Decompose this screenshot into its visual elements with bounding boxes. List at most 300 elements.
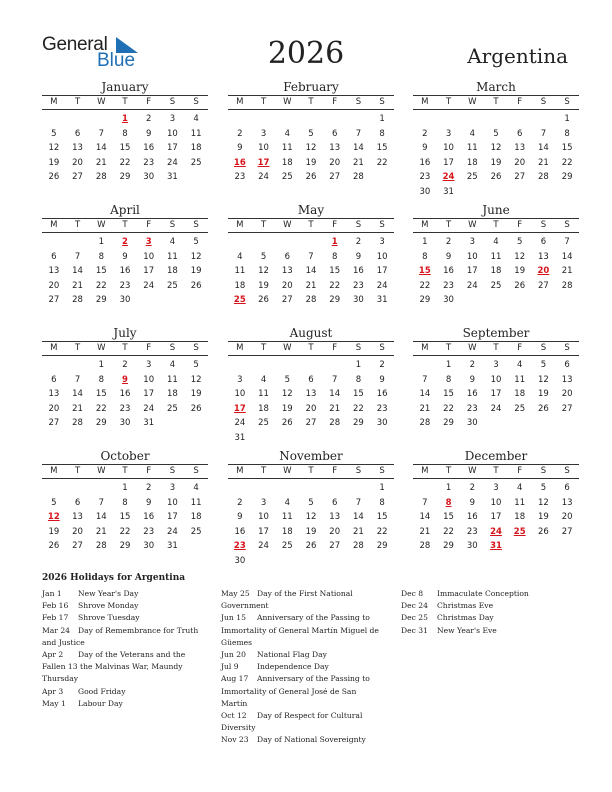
day-cell: 18 xyxy=(258,403,269,414)
day-cell: 11 xyxy=(466,143,478,153)
holiday-date: Dec 8 xyxy=(401,589,424,598)
holiday-entry xyxy=(401,625,571,637)
month-name: September xyxy=(462,326,530,340)
weekday-label: M xyxy=(421,220,429,230)
day-cell: 21 xyxy=(419,403,431,414)
holiday-entry xyxy=(401,588,571,600)
day-cell: 24 xyxy=(167,157,178,168)
holiday-name: Immaculate Conception xyxy=(437,589,529,598)
day-cell: 21 xyxy=(419,526,431,537)
day-cell: 16 xyxy=(119,389,131,399)
day-cell: 26 xyxy=(48,541,60,551)
day-cell: 16 xyxy=(143,143,155,153)
day-cell: 5 xyxy=(308,497,314,508)
day-cell: 7 xyxy=(331,374,338,385)
day-cell: 11 xyxy=(190,497,202,508)
holiday-date: Apr 2 xyxy=(42,650,64,660)
weekday-label: S xyxy=(379,466,385,476)
day-cell: 25 xyxy=(490,280,502,291)
empty-cell xyxy=(66,235,90,250)
weekday-label: S xyxy=(193,220,199,230)
day-cell: 2 xyxy=(145,114,152,124)
day-cell: 13 xyxy=(48,389,60,399)
weekday-label: S xyxy=(540,466,547,476)
day-cell: 3 xyxy=(169,483,176,493)
day-cell: 2 xyxy=(145,483,152,493)
day-cell: 1 xyxy=(355,360,362,370)
day-cell: 8 xyxy=(564,128,570,139)
day-cell: 14 xyxy=(72,266,83,276)
weekday-header xyxy=(228,341,394,356)
weekday-label: T xyxy=(74,220,81,230)
day-cell: 25 xyxy=(514,403,526,414)
empty-cell xyxy=(323,481,347,496)
day-cell: 18 xyxy=(167,266,178,276)
weekday-header xyxy=(413,341,579,356)
day-cell: 30 xyxy=(119,418,131,428)
day-cell: 2 xyxy=(422,128,428,139)
weekday-label: T xyxy=(122,220,128,230)
weekday-label: T xyxy=(445,466,452,476)
day-cell: 9 xyxy=(379,374,385,385)
empty-cell xyxy=(413,481,437,496)
holiday-name: Good Friday xyxy=(78,686,126,696)
day-cell: 5 xyxy=(193,237,199,247)
day-cell: 30 xyxy=(353,295,364,305)
day-cell: 11 xyxy=(167,374,178,385)
day-cell: 2 xyxy=(122,360,128,370)
day-cell: 27 xyxy=(281,295,293,305)
day-cell: 2 xyxy=(379,360,385,370)
day-cell: 9 xyxy=(237,512,243,522)
weekday-label: M xyxy=(236,466,244,476)
day-cell: 31 xyxy=(143,418,155,428)
day-cell: 3 xyxy=(445,128,452,139)
weekday-label: F xyxy=(146,466,152,476)
empty-cell xyxy=(42,358,66,373)
weekday-label: S xyxy=(169,343,176,353)
weekday-header xyxy=(228,95,394,110)
holiday-name: Shrove Tuesday xyxy=(78,613,140,623)
day-cell: 30 xyxy=(143,172,155,182)
day-cell: 26 xyxy=(538,403,549,414)
day-cell: 25 xyxy=(281,172,293,182)
holiday-entry xyxy=(221,588,383,612)
empty-cell xyxy=(89,112,113,127)
day-cell: 27 xyxy=(329,541,341,551)
day-cell: 11 xyxy=(281,512,293,522)
holiday-day-cell: 3 xyxy=(145,237,152,247)
weekday-label: T xyxy=(445,343,452,353)
holiday-entry xyxy=(42,600,202,612)
day-cell: 21 xyxy=(95,157,107,168)
day-cell: 9 xyxy=(145,128,152,139)
day-cell: 17 xyxy=(167,143,178,153)
weekday-label: M xyxy=(236,343,244,353)
holiday-entry xyxy=(42,588,202,600)
empty-cell xyxy=(413,358,437,373)
day-cell: 30 xyxy=(234,555,246,566)
day-cell: 16 xyxy=(119,266,131,276)
day-cell: 19 xyxy=(190,266,202,276)
holiday-name: National Flag Day xyxy=(257,650,327,660)
day-cell: 4 xyxy=(193,483,199,493)
empty-cell xyxy=(299,358,323,373)
weekday-label: S xyxy=(540,97,547,107)
day-cell: 29 xyxy=(561,172,573,182)
day-cell: 12 xyxy=(48,143,60,153)
day-cell: 8 xyxy=(122,128,128,139)
weekday-label: F xyxy=(146,343,152,353)
holiday-day-cell: 25 xyxy=(513,526,526,537)
empty-cell xyxy=(275,481,299,496)
day-cell: 2 xyxy=(469,360,475,370)
day-cell: 13 xyxy=(305,389,317,399)
day-cell: 13 xyxy=(48,266,60,276)
day-cell: 12 xyxy=(258,266,269,276)
day-cell: 20 xyxy=(72,526,83,537)
day-cell: 3 xyxy=(145,360,152,370)
day-cell: 22 xyxy=(353,403,364,414)
weekday-label: W xyxy=(283,220,292,230)
holiday-date: Apr 3 xyxy=(42,686,64,696)
day-cell: 31 xyxy=(234,432,246,443)
day-cell: 26 xyxy=(490,172,502,182)
holiday-column-3 xyxy=(401,588,571,637)
month-name: February xyxy=(283,80,339,94)
day-cell: 22 xyxy=(95,280,107,291)
day-cell: 30 xyxy=(119,295,131,305)
month-october xyxy=(42,449,208,554)
day-cell: 21 xyxy=(72,280,83,291)
month-name: August xyxy=(289,326,333,340)
weekday-label: S xyxy=(540,220,547,230)
day-cell: 29 xyxy=(119,541,131,551)
day-cell: 6 xyxy=(331,128,338,139)
holiday-name: Labour Day xyxy=(78,698,123,708)
day-cell: 9 xyxy=(145,497,152,508)
day-cell: 4 xyxy=(260,374,267,385)
day-cell: 19 xyxy=(305,526,317,537)
day-cell: 24 xyxy=(258,172,269,182)
weekday-label: S xyxy=(355,220,362,230)
holiday-entry xyxy=(221,673,383,710)
day-cell: 27 xyxy=(538,280,549,291)
month-march xyxy=(413,80,579,199)
day-cell: 17 xyxy=(143,266,155,276)
day-cell: 14 xyxy=(419,389,431,399)
weekday-label: F xyxy=(517,343,523,353)
logo-blue-text: Blue xyxy=(97,50,136,71)
day-cell: 10 xyxy=(490,374,502,385)
weekday-label: W xyxy=(468,343,477,353)
holiday-day-cell: 20 xyxy=(537,266,550,276)
holiday-entry xyxy=(42,686,202,698)
month-name: November xyxy=(279,449,343,463)
day-cell: 26 xyxy=(190,280,202,291)
weekday-label: M xyxy=(50,97,58,107)
day-cell: 25 xyxy=(190,526,202,537)
holiday-name: Day of the Veterans and the Fallen 13 the Malvinas War, Maundy Thursday xyxy=(42,650,186,684)
day-cell: 20 xyxy=(48,280,60,291)
holiday-column-1 xyxy=(42,588,202,710)
weekday-label: W xyxy=(283,97,292,107)
day-grid xyxy=(42,481,208,554)
day-cell: 3 xyxy=(237,374,243,385)
day-cell: 16 xyxy=(143,512,155,522)
holiday-date: May 25 xyxy=(221,589,250,598)
day-cell: 22 xyxy=(376,526,388,537)
day-cell: 30 xyxy=(419,186,431,197)
weekday-label: F xyxy=(146,220,152,230)
day-cell: 17 xyxy=(143,389,155,399)
day-cell: 3 xyxy=(469,237,475,247)
weekday-label: S xyxy=(355,343,362,353)
weekday-label: S xyxy=(355,97,362,107)
day-cell: 22 xyxy=(119,526,131,537)
weekday-label: F xyxy=(332,220,338,230)
holiday-entry xyxy=(401,612,571,624)
weekday-label: T xyxy=(260,466,267,476)
day-cell: 18 xyxy=(514,512,526,522)
day-cell: 28 xyxy=(419,541,431,551)
empty-cell xyxy=(66,481,90,496)
day-cell: 19 xyxy=(48,157,60,168)
month-name: March xyxy=(476,80,516,94)
day-cell: 18 xyxy=(190,512,202,522)
day-cell: 14 xyxy=(329,389,341,399)
empty-cell xyxy=(347,481,371,496)
weekday-label: W xyxy=(468,466,477,476)
month-name: April xyxy=(110,203,140,217)
day-cell: 18 xyxy=(167,389,178,399)
day-cell: 12 xyxy=(538,497,549,508)
day-cell: 5 xyxy=(51,128,57,139)
month-name: July xyxy=(113,326,137,340)
day-cell: 14 xyxy=(305,266,317,276)
weekday-label: S xyxy=(169,466,176,476)
day-cell: 10 xyxy=(143,374,155,385)
day-cell: 7 xyxy=(564,237,570,247)
holiday-entry xyxy=(42,625,202,649)
day-cell: 27 xyxy=(72,172,83,182)
day-cell: 16 xyxy=(353,266,364,276)
holiday-day-cell: 1 xyxy=(331,237,338,247)
empty-cell xyxy=(508,112,532,127)
day-cell: 27 xyxy=(72,541,83,551)
weekday-label: M xyxy=(421,343,429,353)
day-cell: 8 xyxy=(98,251,104,262)
day-cell: 28 xyxy=(538,172,549,182)
day-cell: 4 xyxy=(284,128,290,139)
day-cell: 2 xyxy=(445,237,452,247)
day-cell: 11 xyxy=(281,143,293,153)
day-cell: 4 xyxy=(169,237,176,247)
day-cell: 9 xyxy=(355,251,362,262)
day-cell: 4 xyxy=(237,251,243,262)
day-cell: 20 xyxy=(561,512,573,522)
day-cell: 16 xyxy=(466,512,478,522)
day-cell: 17 xyxy=(490,512,502,522)
day-cell: 29 xyxy=(95,295,107,305)
day-cell: 29 xyxy=(443,541,454,551)
day-cell: 6 xyxy=(564,483,570,493)
day-cell: 12 xyxy=(514,251,526,262)
weekday-label: M xyxy=(50,466,58,476)
day-cell: 25 xyxy=(167,403,178,414)
day-cell: 12 xyxy=(190,251,202,262)
day-cell: 6 xyxy=(51,251,57,262)
day-cell: 18 xyxy=(190,143,202,153)
day-cell: 6 xyxy=(74,128,81,139)
day-cell: 18 xyxy=(514,389,526,399)
day-cell: 3 xyxy=(379,237,385,247)
day-cell: 6 xyxy=(331,497,338,508)
day-grid xyxy=(228,235,394,308)
weekday-header xyxy=(228,218,394,233)
day-cell: 4 xyxy=(284,497,290,508)
day-cell: 22 xyxy=(376,157,388,168)
day-cell: 15 xyxy=(329,266,341,276)
day-cell: 22 xyxy=(329,280,341,291)
day-cell: 10 xyxy=(258,143,269,153)
holiday-date: Feb 16 xyxy=(42,601,69,611)
day-cell: 9 xyxy=(469,497,475,508)
empty-cell xyxy=(228,358,252,373)
day-cell: 28 xyxy=(72,418,83,428)
day-cell: 22 xyxy=(561,157,573,168)
day-cell: 19 xyxy=(48,526,60,537)
empty-cell xyxy=(275,235,299,250)
month-december xyxy=(413,449,579,554)
day-cell: 8 xyxy=(379,497,385,508)
holiday-day-cell: 9 xyxy=(122,374,128,385)
day-cell: 14 xyxy=(353,512,364,522)
day-cell: 8 xyxy=(122,497,128,508)
month-name: January xyxy=(101,80,149,94)
day-cell: 1 xyxy=(98,237,104,247)
day-cell: 28 xyxy=(329,418,341,428)
day-cell: 24 xyxy=(143,403,155,414)
holiday-entry xyxy=(221,612,383,649)
day-cell: 25 xyxy=(190,157,202,168)
day-cell: 17 xyxy=(376,266,388,276)
month-may xyxy=(228,203,394,308)
day-grid xyxy=(413,481,579,554)
weekday-label: M xyxy=(236,97,244,107)
holiday-date: Mar 24 xyxy=(42,625,71,635)
day-cell: 28 xyxy=(95,541,107,551)
day-cell: 17 xyxy=(167,512,178,522)
month-february xyxy=(228,80,394,185)
day-cell: 1 xyxy=(122,483,128,493)
weekday-label: F xyxy=(517,220,523,230)
day-cell: 21 xyxy=(353,526,364,537)
day-cell: 13 xyxy=(561,497,573,508)
day-cell: 1 xyxy=(445,483,452,493)
month-name: October xyxy=(100,449,150,463)
day-cell: 23 xyxy=(466,526,478,537)
weekday-label: S xyxy=(379,220,385,230)
day-cell: 6 xyxy=(516,128,523,139)
day-grid xyxy=(228,112,394,185)
day-cell: 25 xyxy=(167,280,178,291)
weekday-label: T xyxy=(260,220,267,230)
month-january xyxy=(42,80,208,185)
day-cell: 29 xyxy=(95,418,107,428)
day-cell: 29 xyxy=(376,541,388,551)
empty-cell xyxy=(42,112,66,127)
empty-cell xyxy=(275,112,299,127)
day-cell: 2 xyxy=(469,483,475,493)
holiday-day-cell: 23 xyxy=(233,541,246,551)
weekday-label: S xyxy=(540,343,547,353)
holiday-day-cell: 24 xyxy=(442,172,455,182)
day-cell: 29 xyxy=(329,295,341,305)
empty-cell xyxy=(299,112,323,127)
day-cell: 7 xyxy=(422,497,428,508)
day-cell: 22 xyxy=(119,157,131,168)
day-cell: 1 xyxy=(445,360,452,370)
country-name: Argentina xyxy=(467,44,568,68)
day-cell: 10 xyxy=(376,251,388,262)
holiday-day-cell: 8 xyxy=(445,497,452,508)
day-cell: 30 xyxy=(376,418,388,428)
calendar-year: 2026 xyxy=(267,36,345,71)
weekday-label: S xyxy=(564,220,570,230)
day-cell: 25 xyxy=(281,541,293,551)
day-cell: 17 xyxy=(443,157,454,168)
day-cell: 11 xyxy=(514,374,526,385)
day-cell: 16 xyxy=(234,526,246,537)
day-cell: 9 xyxy=(237,143,243,153)
day-cell: 15 xyxy=(443,512,454,522)
weekday-label: F xyxy=(332,343,338,353)
month-july xyxy=(42,326,208,431)
day-cell: 13 xyxy=(72,143,83,153)
empty-cell xyxy=(252,235,276,250)
day-grid xyxy=(413,358,579,431)
holiday-date: Dec 31 xyxy=(401,625,428,635)
day-cell: 5 xyxy=(308,128,314,139)
day-cell: 22 xyxy=(443,526,454,537)
day-cell: 13 xyxy=(561,374,573,385)
day-cell: 15 xyxy=(443,389,454,399)
empty-cell xyxy=(299,481,323,496)
weekday-label: M xyxy=(236,220,244,230)
day-cell: 10 xyxy=(167,497,178,508)
empty-cell xyxy=(437,112,461,127)
day-cell: 18 xyxy=(281,526,293,537)
day-cell: 20 xyxy=(48,403,60,414)
holiday-name: Anniversary of the Passing to Immortality of General José de San Martín xyxy=(221,674,370,708)
day-cell: 18 xyxy=(281,157,293,168)
day-cell: 19 xyxy=(258,280,269,291)
day-cell: 30 xyxy=(443,295,454,305)
empty-cell xyxy=(252,112,276,127)
day-cell: 24 xyxy=(234,418,246,428)
day-grid xyxy=(228,481,394,568)
holiday-date: Oct 12 xyxy=(221,711,247,721)
day-cell: 13 xyxy=(281,266,293,276)
day-cell: 5 xyxy=(540,360,547,370)
day-cell: 8 xyxy=(445,374,452,385)
empty-cell xyxy=(42,481,66,496)
day-cell: 27 xyxy=(329,172,341,182)
day-cell: 4 xyxy=(493,237,499,247)
day-cell: 11 xyxy=(167,251,178,262)
day-cell: 12 xyxy=(281,389,293,399)
